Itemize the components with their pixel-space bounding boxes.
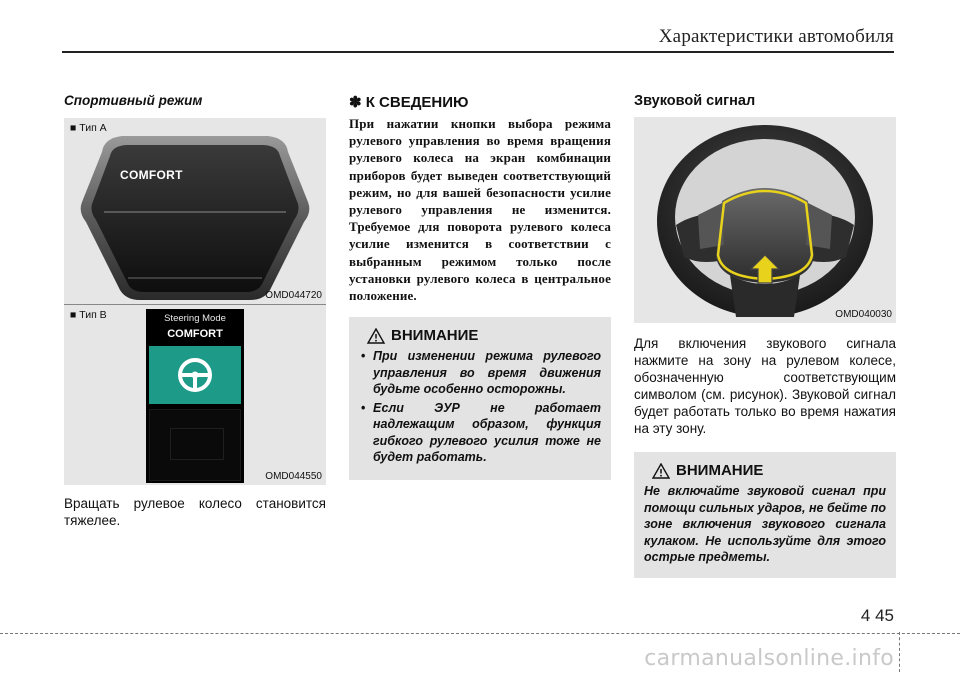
header-rule — [62, 51, 894, 53]
figure-type-a-code: OMD044720 — [265, 290, 322, 301]
note-body: При нажатии кнопки выбора режима рулевого управления во время вращения рулевого колеса на экран комбинации приборов будет выведен соответствующий режим, но для вашей безопасности усилие рулевого управления не изменится. Требуемое для поворота рулевого колеса усилие изменится в соответствии с выбранным режимом только после установки рулевого колеса в центральное положение. — [349, 116, 611, 304]
warning-list-steering — [359, 348, 601, 466]
page-number — [861, 606, 894, 626]
dim-ghost-box — [170, 428, 224, 460]
steering-wheel-icon — [149, 346, 241, 404]
display-comfort-text-b: COMFORT — [167, 328, 223, 340]
footer-vertical-rule — [899, 632, 900, 672]
warning-title-steering: ВНИМАНИЕ — [391, 327, 479, 345]
warning-item: • При изменении режима рулевого управления во время движения будьте особенно осторожны. — [359, 348, 601, 398]
page-num: 45 — [875, 606, 894, 625]
section-title-horn: Звуковой сигнал — [634, 93, 756, 109]
column-note — [349, 93, 611, 480]
display-comfort-text: COMFORT — [120, 168, 183, 182]
warning-box-horn — [634, 452, 896, 578]
figure-type-b-label: ■ Тип B — [70, 309, 107, 321]
cluster-display-type-a — [64, 118, 326, 304]
display-steering-mode-label: Steering Mode — [164, 313, 226, 324]
footer-rule — [0, 633, 960, 634]
figure-horn-code: OMD040030 — [835, 309, 892, 320]
steering-mode-panel — [149, 346, 241, 404]
warning-item: • Если ЭУР не работает надлежащим образом, функция гибкого рулевого усилия тоже не будет работать. — [359, 400, 601, 466]
figure-type-b — [64, 305, 326, 485]
display-dim-area — [149, 409, 241, 481]
figure-type-a — [64, 118, 326, 304]
note-title: ✽ К СВЕДЕНИЮ — [349, 94, 469, 111]
sport-mode-body: Вращать рулевое колесо становится тяжелее. — [64, 496, 326, 528]
warning-triangle-icon — [367, 328, 385, 344]
column-horn — [634, 93, 896, 578]
figure-type-a-label: ■ Тип A — [70, 122, 107, 134]
column-sport-mode — [64, 93, 326, 529]
header-title: Характеристики автомобиля — [658, 26, 894, 47]
warning-title-horn: ВНИМАНИЕ — [676, 462, 764, 479]
section-title-sport-mode: Спортивный режим — [64, 93, 203, 108]
chapter-number: 4 — [860, 606, 871, 625]
warning-box-steering — [349, 317, 611, 480]
figure-type-b-code: OMD044550 — [265, 471, 322, 482]
warning-triangle-icon — [652, 463, 670, 479]
steering-wheel-illustration — [634, 117, 896, 323]
warning-text-horn: Не включайте звуковой сигнал при помощи сильных ударов, не бейте по зоне включения звукового сигнала кулаком. Не используйте для этого острые предметы. — [644, 484, 886, 564]
figure-steering-wheel — [634, 117, 896, 323]
horn-body: Для включения звукового сигнала нажмите на зону на рулевом колесе, обозначенную соответствующим символом (см. рисунок). Звуковой сигнал будет работать только во время нажатия на эту зону. — [634, 336, 896, 436]
watermark: carmanualsonline.info — [644, 646, 894, 671]
cluster-display-type-b — [146, 309, 244, 483]
